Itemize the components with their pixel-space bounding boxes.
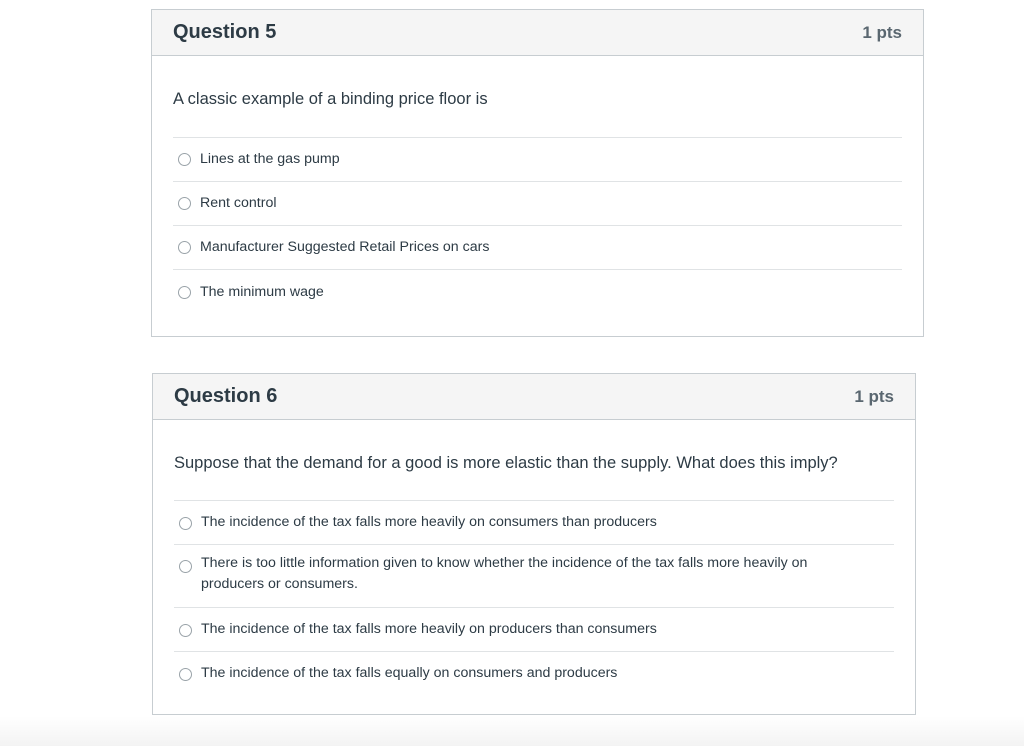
answer-option[interactable] xyxy=(173,226,902,270)
question-points: 1 pts xyxy=(862,22,902,42)
answer-label[interactable]: The incidence of the tax falls more heavily on consumers than producers xyxy=(201,514,657,530)
radio-button[interactable] xyxy=(179,668,192,681)
question-text: A classic example of a binding price floor is xyxy=(173,90,488,108)
answer-list xyxy=(174,500,894,695)
answer-label[interactable]: Lines at the gas pump xyxy=(200,151,340,167)
answer-label[interactable]: The minimum wage xyxy=(200,283,324,300)
answer-option[interactable] xyxy=(173,182,902,226)
answer-label[interactable]: There is too little information given to know whether the incidence of the tax falls more heavily on producers or consumers. xyxy=(201,555,808,592)
answer-label[interactable]: The incidence of the tax falls equally on consumers and producers xyxy=(201,665,618,681)
radio-button[interactable] xyxy=(179,624,192,637)
question-body xyxy=(152,56,923,314)
answer-option[interactable] xyxy=(174,545,894,608)
question-body xyxy=(153,420,915,695)
radio-button[interactable] xyxy=(179,560,192,573)
answer-option[interactable] xyxy=(174,608,894,652)
answer-option[interactable] xyxy=(174,652,894,695)
radio-button[interactable] xyxy=(178,197,191,210)
answer-list xyxy=(173,137,902,314)
answer-option[interactable] xyxy=(173,270,902,314)
answer-label[interactable]: Rent control xyxy=(200,195,277,211)
question-5-card xyxy=(151,9,924,337)
radio-button[interactable] xyxy=(179,517,192,530)
question-header xyxy=(152,10,923,56)
question-title: Question 5 xyxy=(173,21,277,43)
radio-button[interactable] xyxy=(178,241,191,254)
question-6-card xyxy=(152,373,916,715)
question-header xyxy=(153,374,915,420)
question-title: Question 6 xyxy=(174,385,278,407)
question-points: 1 pts xyxy=(854,386,894,406)
answer-label[interactable]: Manufacturer Suggested Retail Prices on cars xyxy=(200,239,490,255)
radio-button[interactable] xyxy=(178,153,191,166)
radio-button[interactable] xyxy=(178,286,191,299)
answer-option[interactable] xyxy=(173,138,902,182)
answer-option[interactable] xyxy=(174,501,894,545)
page-bottom-shade xyxy=(0,716,1024,746)
answer-label[interactable]: The incidence of the tax falls more heavily on producers than consumers xyxy=(201,621,657,637)
question-text: Suppose that the demand for a good is more elastic than the supply. What does this imply? xyxy=(174,454,838,472)
